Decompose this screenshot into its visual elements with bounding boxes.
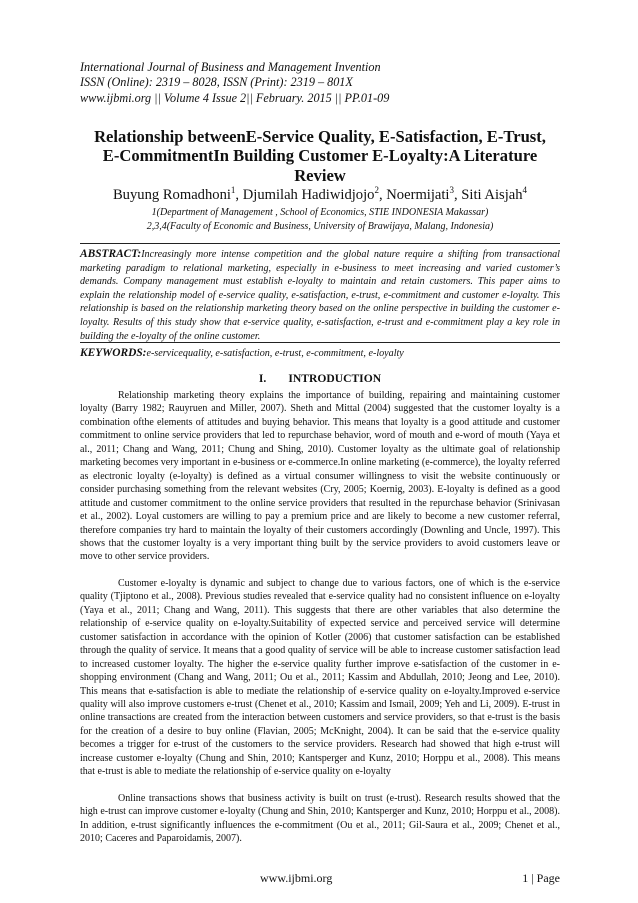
body-text [80, 389, 560, 859]
divider-top [80, 243, 560, 244]
keywords [80, 347, 560, 359]
author-name: Djumilah Hadiwidjojo [242, 186, 375, 203]
divider-bottom [80, 342, 560, 343]
author-name: Noermijati [386, 186, 450, 203]
author-affiliation-mark: 1 [230, 185, 236, 195]
author-separator: , [235, 186, 243, 203]
journal-name: International Journal of Business and Management Invention [80, 60, 381, 74]
affiliation-1: 1(Department of Management , School of Economics, STIE INDONESIA Makassar) [151, 207, 489, 218]
section-number: I. [258, 372, 267, 385]
abstract-label: ABSTRACT: [80, 248, 142, 260]
paragraph-1: Relationship marketing theory explains the importance of building, repairing and maintaining customer loyalty (Barry 1982; Rauyruen and Miller, 2007). Sheth and Mittal (2004) suggested that the customer loyalty is a combination ofthe elements of attitudes and buying behavior. This means that loyalty is a good attitude and customer commitment to online service providers that led to repurchase behavior, word of mouth and e-word of mouth (Yaya et al., 2011; Chang and Wang, 2011; Chung and Shing, 2010). Customer loyalty as the ultimate goal of relationship marketing becomes very important in e-business or e-commerce.In online marketing (e-commerce), the loyalty referred as electronic loyalty (e-loyalty) is defined as a virtual consumer willingness to visit the website continuously or consider purchasing something from the relevant websites (Cry, 2005; Koernig, 2003). E-loyalty is defined as a good attitude and customer commitment to the online service providers that resulted in the repurchase behavior (Srinivasan et al., 2002). Loyal customers are willing to pay a premium price and are likely to become a new customer referral, therefore companies try hard to maintain the loyalty of their customers accordingly (Downling and Uncle, 1997). This shows that the customer loyalty is a very important thing built by the service providers to avoid customers leave or move to other service providers. [80, 390, 560, 563]
author-name: Buyung Romadhoni [112, 186, 231, 203]
journal-header [80, 60, 580, 106]
author-affiliation-mark: 4 [522, 185, 528, 195]
abstract [80, 248, 560, 343]
keywords-label: KEYWORDS: [80, 347, 147, 359]
paragraph-3: Online transactions shows that business activity is built on trust (e-trust). Research results showed that the high e-trust can improve customer e-loyalty (Chung and Shin, 2010; Kantsperger and Kunz, 2010; Horppu et al., 2008). In addition, e-trust significantly influences the e-commitment (Ou et al., 2011; Gil-Saura et al., 2009; Chenet et al., 2010; Caceres and Paparoidamis, 2007). [80, 792, 560, 845]
affiliation-2: 2,3,4(Faculty of Economic and Business, University of Brawijaya, Malang, Indonesia) [146, 221, 494, 232]
journal-issn: ISSN (Online): 2319 – 8028, ISSN (Print): 2319 – 801X [80, 75, 353, 90]
author-name: Siti Aisjah [461, 186, 523, 203]
author-affiliation-mark: 2 [374, 185, 379, 195]
author-separator: , [454, 186, 462, 203]
section-heading [80, 372, 560, 385]
author-affiliation-mark: 3 [449, 185, 454, 195]
title-line-2: E-CommitmentIn Building Customer E-Loyalty:A Literature [102, 146, 538, 166]
abstract-text: Increasingly more intense competition and the global nature require a shifting from transactional marketing paradigm to relational marketing, especially in e-business to meet increasing and varied customer’s demands. Company management must establish e-loyalty to maintain and retain customers. This paper aims to explain the relationship model of e-service quality, e-satisfaction, e-trust, e-commitment and customer e-loyalty. This relationship is based on the relationship marketing theory based on the online perspective in building the customer e-loyalty. Results of this study show that e-service quality, e-satisfaction, e-trust and e-commitment play a key role in building the e-loyalty of the online customer. [80, 249, 560, 342]
title-line-1: Relationship betweenE-Service Quality, E-Satisfaction, E-Trust, [94, 127, 546, 146]
paper-title [72, 127, 568, 185]
journal-issue: www.ijbmi.org || Volume 4 Issue 2|| February. 2015 || PP.01-09 [80, 90, 390, 105]
author-list [72, 185, 568, 204]
title-line-3: Review [294, 165, 346, 185]
page-number: 1 | Page [522, 871, 560, 885]
paragraph-2: Customer e-loyalty is dynamic and subject to change due to various factors, one of which is the e-service quality (Tjiptono et al., 2008). Previous studies revealed that e-service quality had no consistent influence on e-loyalty (Yaya et al., 2011; Chang and Wang, 2011). This suggests that there are other variables that also determine the relationship of e-service quality on e-loyalty.Suitability of expected service and perceived service will determine customer satisfaction in accordance with the opinion of Kotler (2006) that customer satisfaction can be established through the quality of service. It means that a good quality of service will be able to increase customer satisfaction lead to increased customer loyalty. The higher the e-service quality further improve e-satisfaction of the customer in e-shopping environment (Chang and Wang, 2011; Ou et al., 2011; Kassim and Abdullah, 2010; Jeong and Lee, 2010). This means that e-satisfaction is able to mediate the relationship of e-service quality on e-loyalty.Improved e-service quality will also improve customers e-trust (Chenet et al., 2010; Kassim and Ismail, 2009; Yeh and Li, 2009). E-trust in online transactions are created from the interaction between customers and service providers, so that e-trust is the basis for the creation of a desire to buy online (Flavian, 2005; McKnight, 2004). It can be said that the e-service quality becomes a trigger for e-trust of the customers to the service providers. Research had showed that high e-trust will increase customer e-loyalty (Chung and Shin, 2010; Kantsperger and Kunz, 2010; Horppu et al., 2008). This means that e-trust is able to mediate the relationship of e-service quality on e-loyalty [80, 577, 560, 778]
keywords-text: e-servicequality, e-satisfaction, e-trust, e-commitment, e-loyalty [146, 348, 404, 359]
author-separator: , [378, 186, 387, 203]
section-title: INTRODUCTION [288, 372, 382, 385]
footer-url[interactable]: www.ijbmi.org [260, 871, 333, 885]
